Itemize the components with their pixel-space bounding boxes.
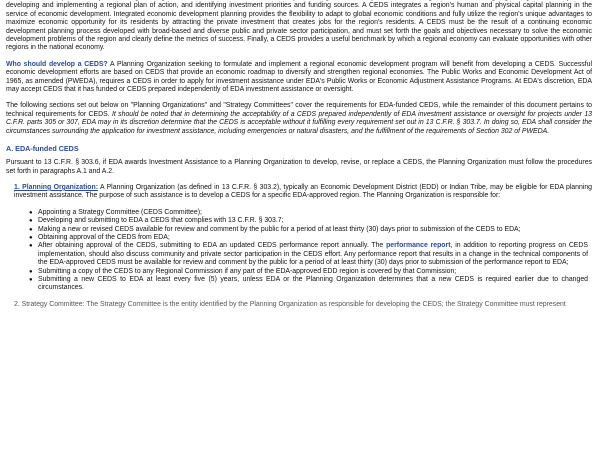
list-item: ● After obtaining approval of the CEDS, submitting to EDA an updated CEDS performance report annually. The performance report, in addition to reporting progress on CEDS implementation, should also discuss community and private sector participation in the CEDS effort. Any performance report that results in a change in the technical components of the EDA-approved CEDS must be available for review and comment by the public for a period of at least thirty (30) days prior to submission of the performance report to EDA; [29, 242, 588, 267]
who-text: A Planning Organization seeking to formulate and implement a regional economic development program will benefit from developing a CEDS. Successful economic development efforts are based on CEDS that provide an economic roadmap to diversify and strengthen regional economies. The Public Works and Economic Development Act of 1965, as amended (PWEDA), requires a CEDS in order to apply for investment assistance under EDA's Public Works or Economic Adjustment Assistance Programs. At EDA's discretion, EDA may accept CEDS that it has funded or CEDS prepared independently of EDA investment assistance or oversight. [6, 60, 592, 94]
list-item: ● Submitting a new CEDS to EDA at least every five (5) years, unless EDA or the Planning Organization determines that a new CEDS is required earlier due to changed circumstances. [29, 275, 588, 292]
document-page [6, 0, 592, 309]
intro-paragraph: developing and implementing a regional plan of action, and identifying investment priorities and funding sources. A CEDS integrates a region's human and physical capital planning in the service of economic development. Integrated economic development planning provides the flexibility to adapt to global economic conditions and fully utilize the region's unique advantages to maximize economic opportunity for its residents by attracting the private investment that creates jobs for the region's residents. A CEDS must be the result of a continuing economic development planning process developed with broad-based and diverse public and private sector participation, and must set forth the goals and objectives necessary to solve the economic development problems of the region and clearly define the metrics of success. Finally, a CEDS provides a useful benchmark by which a regional economy can evaluate opportunities with other regions in the national economy. [6, 2, 592, 52]
section-a-paragraph: Pursuant to 13 C.F.R. § 303.6, if EDA awards Investment Assistance to a Planning Organization to develop, revise, or replace a CEDS, the Planning Organization must follow the procedures set forth in paragraphs A.1 and A.2. [6, 159, 592, 175]
bullet-icon: ● [29, 218, 33, 225]
bullet-icon: ● [29, 209, 33, 216]
who-heading: Who should develop a CEDS? [6, 60, 108, 68]
planning-organization-text: A Planning Organization (as defined in 13 C.F.R. § 303.2), typically an Economic Development District (EDD) or Indian Tribe, may be eligible for EDA planning investment assistance. The purpose of such assistance is to develop a CEDS for a specific EDA-approved region. The Planning Organization is responsible for: [14, 183, 592, 200]
following-italic-note: It should be noted that in determining the acceptability of a CEDS prepared independently of EDA investment assistance or oversight for projects under 13 C.F.R. parts 305 or 307, EDA may in its discretion determine that the CEDS is acceptable without it fulfilling every requirement set out in 13 C.F.R. § 303.7. In doing so, EDA shall consider the circumstances surrounding the application for investment assistance, including emergencies or natural disasters, and the fulfillment of the requirements of Section 302 of PWEDA. [6, 110, 592, 135]
bullet-icon: ● [29, 226, 33, 233]
bullet-icon: ● [29, 243, 33, 250]
list-item: ● Appointing a Strategy Committee (CEDS Committee); [29, 208, 202, 216]
following-text: The following sections set out below on "Planning Organizations" and "Strategy Committees" cover the requirements for EDA-funded CEDS, while the remainder of this document pertains to technical requirements for CEDS. [6, 102, 592, 118]
bullet-icon: ● [29, 268, 33, 275]
planning-organization-label: 1. Planning Organization: [14, 183, 98, 191]
list-item: ● Obtaining approval of the CEDS from EDA; [29, 233, 170, 241]
list-item: ● Making a new or revised CEDS available for review and comment by the public for a period of at least thirty (30) days prior to submission of the CEDS to EDA; [29, 225, 521, 233]
bullet-icon: ● [29, 234, 33, 241]
cut-off-paragraph: 2. Strategy Committee: The Strategy Committee is the entity identified by the Planning Organization as responsible for developing the CEDS; the Strategy Committee must represent [14, 300, 566, 308]
bullet-icon: ● [29, 276, 33, 283]
planning-organization-paragraph [6, 184, 592, 201]
list-item: ● Developing and submitting to EDA a CEDS that complies with 13 C.F.R. § 303.7; [29, 217, 284, 225]
list-item: ● Submitting a copy of the CEDS to any Regional Commission if any part of the EDA-approved EDD region is covered by that Commission; [29, 267, 457, 275]
section-a-heading: A. EDA-funded CEDS [6, 144, 79, 154]
responsibilities-list [6, 209, 592, 293]
following-paragraph [6, 102, 592, 136]
performance-report-term: performance report [386, 242, 451, 250]
who-paragraph [6, 61, 592, 95]
